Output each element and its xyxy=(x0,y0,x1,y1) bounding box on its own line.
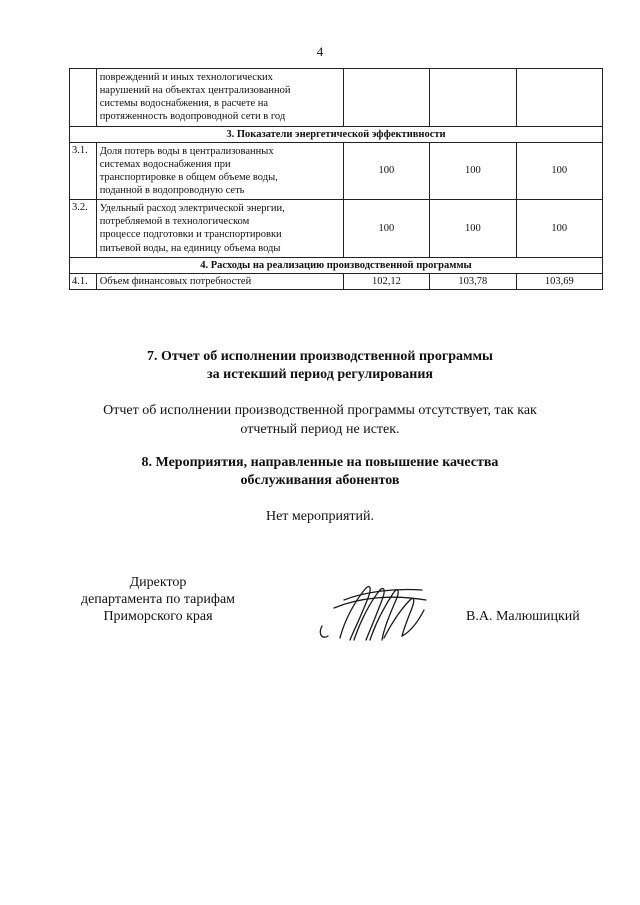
heading-line: 7. Отчет об исполнении производственной программы xyxy=(146,349,493,364)
row-description xyxy=(96,69,343,127)
value-cell: 102,12 xyxy=(343,273,429,289)
section-7-text xyxy=(0,401,640,439)
desc-line: процессе подготовки и транспортировки xyxy=(99,229,282,241)
signatory-position xyxy=(58,574,258,625)
desc-line: Доля потерь воды в централизованных xyxy=(99,145,274,157)
value-cell: 100 xyxy=(516,200,602,258)
row-description: Объем финансовых потребностей xyxy=(96,273,343,289)
value-cell: 103,78 xyxy=(430,273,516,289)
row-number: 3.2. xyxy=(70,200,97,258)
desc-line: системы водоснабжения, в расчете на xyxy=(99,98,269,110)
section-8-text xyxy=(0,507,640,526)
program-table xyxy=(69,68,603,290)
heading-line: 8. Мероприятия, направленные на повышение качества xyxy=(141,455,499,470)
desc-line: повреждений и иных технологических xyxy=(99,72,273,83)
value-cell xyxy=(343,69,429,127)
row-number: 4.1. xyxy=(70,273,97,289)
section-8-heading xyxy=(0,454,640,490)
value-cell: 100 xyxy=(430,142,516,200)
desc-line: системах водоснабжения при xyxy=(99,158,231,170)
desc-line: потребляемой в технологическом xyxy=(99,216,250,228)
section-3-title: 3. Показатели энергетической эффективности xyxy=(70,126,603,142)
row-description xyxy=(96,200,343,258)
handwritten-signature xyxy=(314,578,444,648)
position-line: департамента по тарифам xyxy=(80,592,236,607)
signatory-name: В.А. Малюшицкий xyxy=(466,609,580,624)
table-row xyxy=(70,200,603,258)
value-cell: 100 xyxy=(430,200,516,258)
value-cell: 100 xyxy=(343,142,429,200)
position-line: Директор xyxy=(129,575,187,590)
table-row xyxy=(70,273,603,289)
desc-line: нарушений на объектах централизованной xyxy=(99,85,291,97)
page-number: 4 xyxy=(316,44,324,59)
desc-line: Удельный расход электрической энергии, xyxy=(99,203,285,215)
table-row xyxy=(70,69,603,127)
desc-line: протяженность водопроводной сети в год xyxy=(99,111,286,123)
text-line: Отчет об исполнении производственной программы отсутствует, так как xyxy=(103,403,537,418)
table-row xyxy=(70,142,603,200)
section-header-row xyxy=(70,126,603,142)
row-number: 3.1. xyxy=(70,142,97,200)
value-cell: 103,69 xyxy=(516,273,602,289)
position-line: Приморского края xyxy=(103,609,213,624)
heading-line: обслуживания абонентов xyxy=(240,473,400,488)
heading-line: за истекший период регулирования xyxy=(207,367,433,382)
desc-line: питьевой воды, на единицу объема воды xyxy=(99,242,281,254)
row-description xyxy=(96,142,343,200)
text-line: Нет мероприятий. xyxy=(265,509,375,524)
value-cell xyxy=(516,69,602,127)
desc-line: поданной в водопроводную сеть xyxy=(99,185,245,196)
value-cell: 100 xyxy=(343,200,429,258)
value-cell: 100 xyxy=(516,142,602,200)
desc-line: транспортировке в общем объеме воды, xyxy=(99,171,278,183)
section-4-title: 4. Расходы на реализацию производственной программы xyxy=(70,257,603,273)
section-7-heading xyxy=(0,348,640,384)
section-header-row xyxy=(70,257,603,273)
text-line: отчетный период не истек. xyxy=(240,422,400,437)
row-number-cell xyxy=(70,69,97,127)
value-cell xyxy=(430,69,516,127)
